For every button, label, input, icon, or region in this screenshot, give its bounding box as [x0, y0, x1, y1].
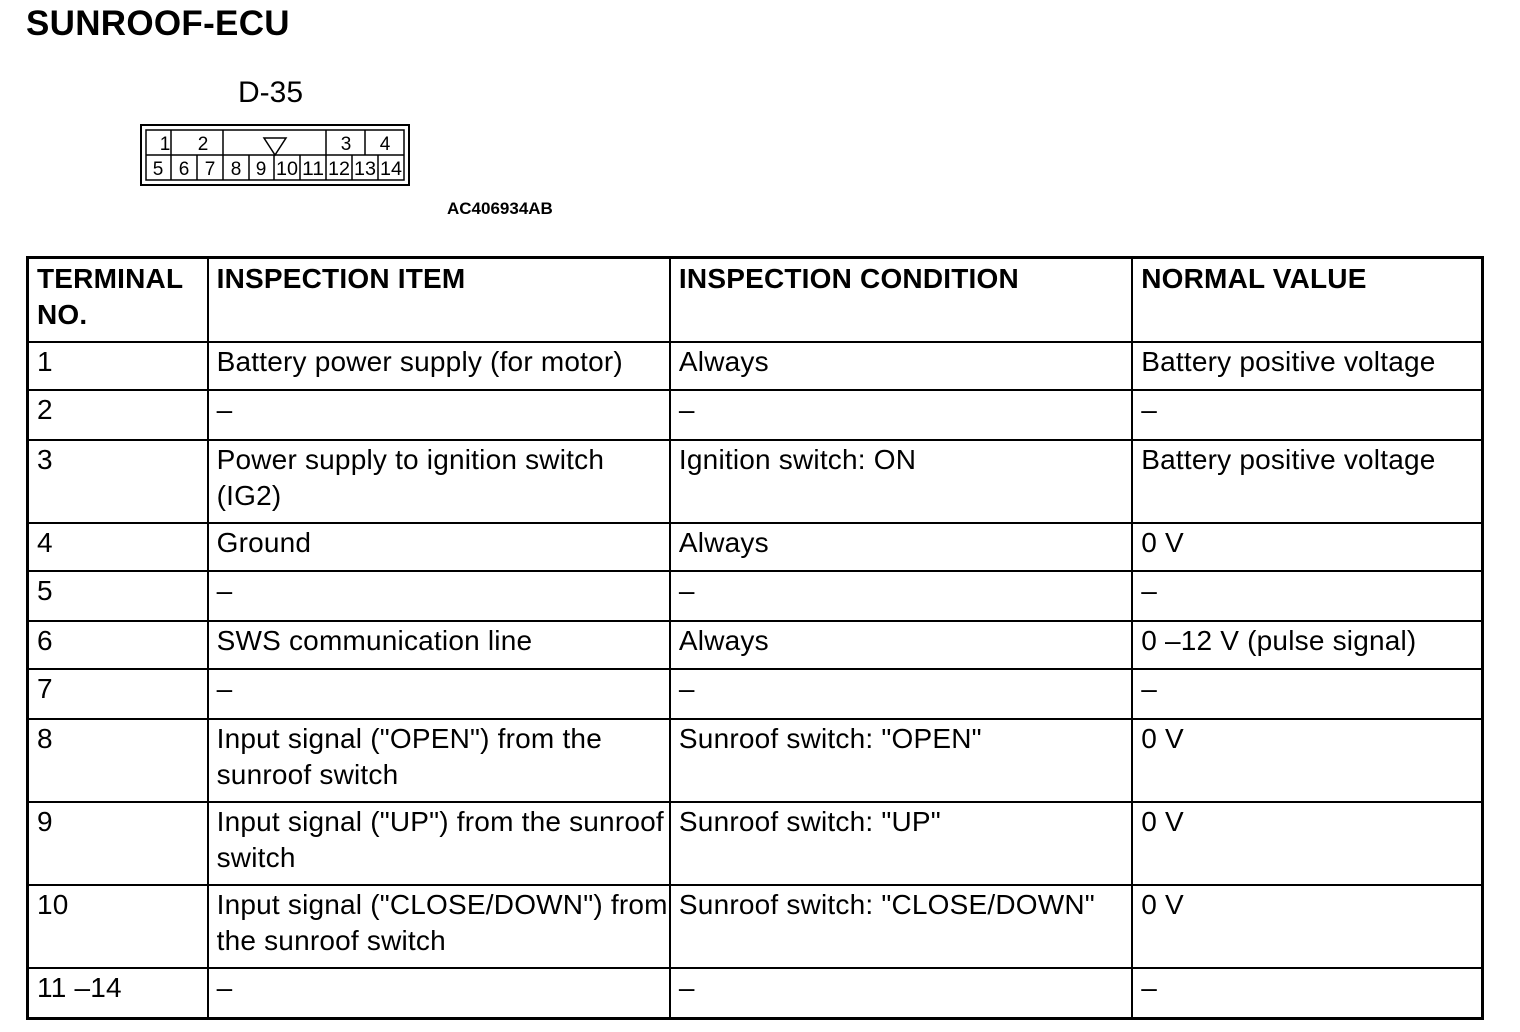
inspection-item-cell: –	[208, 571, 670, 621]
inspection-item-cell: Input signal ("UP") from the sunroof switch	[208, 802, 670, 885]
connector-pin-label: 14	[380, 159, 403, 180]
inspection-condition-cell: –	[670, 669, 1132, 719]
connector-pin-label: 2	[197, 134, 209, 155]
inspection-condition-cell: Ignition switch: ON	[670, 440, 1132, 523]
connector-pin-label: 4	[379, 134, 391, 155]
table-header-row	[28, 258, 1483, 343]
normal-value-cell: Battery positive voltage	[1132, 342, 1482, 390]
normal-value-cell: –	[1132, 571, 1482, 621]
normal-value-cell: 0 V	[1132, 885, 1482, 968]
inspection-condition-cell: Always	[670, 621, 1132, 669]
inspection-item-cell: SWS communication line	[208, 621, 670, 669]
terminal-cell: 10	[28, 885, 208, 968]
header-inspection-condition: INSPECTION CONDITION	[670, 258, 1132, 343]
table-row	[28, 885, 1483, 968]
header-terminal-no: TERMINAL NO.	[28, 258, 208, 343]
normal-value-cell: –	[1132, 390, 1482, 440]
terminal-inspection-table	[26, 256, 1484, 1020]
connector-pin-label: 7	[204, 159, 216, 180]
connector-pin-label: 12	[328, 159, 350, 180]
connector-diagram	[140, 124, 412, 193]
connector-pin-label: 6	[178, 159, 190, 180]
table-row	[28, 440, 1483, 523]
table-row	[28, 621, 1483, 669]
connector-pin-label: 11	[302, 159, 324, 180]
inspection-condition-cell: Always	[670, 523, 1132, 571]
terminal-cell: 9	[28, 802, 208, 885]
inspection-item-cell: Ground	[208, 523, 670, 571]
inspection-item-cell: Battery power supply (for motor)	[208, 342, 670, 390]
inspection-item-cell: Input signal ("CLOSE/DOWN") from the sunroof switch	[208, 885, 670, 968]
connector-pin-label: 5	[152, 159, 164, 180]
terminal-cell: 7	[28, 669, 208, 719]
header-normal-value: NORMAL VALUE	[1132, 258, 1482, 343]
table-row	[28, 571, 1483, 621]
inspection-item-cell: –	[208, 968, 670, 1018]
terminal-cell: 5	[28, 571, 208, 621]
terminal-cell: 4	[28, 523, 208, 571]
figure-code: AC406934AB	[447, 199, 553, 218]
terminal-cell: 6	[28, 621, 208, 669]
inspection-item-cell: Input signal ("OPEN") from the sunroof switch	[208, 719, 670, 802]
inspection-condition-cell: Always	[670, 342, 1132, 390]
normal-value-cell: 0 V	[1132, 719, 1482, 802]
inspection-condition-cell: Sunroof switch: "UP"	[670, 802, 1132, 885]
normal-value-cell: –	[1132, 968, 1482, 1018]
connector-label: D-35	[238, 76, 304, 109]
table-row	[28, 342, 1483, 390]
terminal-cell: 2	[28, 390, 208, 440]
inspection-condition-cell: Sunroof switch: "CLOSE/DOWN"	[670, 885, 1132, 968]
normal-value-cell: 0 V	[1132, 802, 1482, 885]
page-title: SUNROOF-ECU	[26, 4, 290, 43]
normal-value-cell: 0 –12 V (pulse signal)	[1132, 621, 1482, 669]
inspection-item-cell: –	[208, 390, 670, 440]
table-row	[28, 719, 1483, 802]
connector-pin-label: 13	[354, 159, 376, 180]
connector-pin-label: 8	[230, 159, 242, 180]
terminal-cell: 8	[28, 719, 208, 802]
connector-pin-label: 9	[255, 159, 267, 180]
connector-pin-label: 1	[159, 134, 171, 155]
terminal-cell: 11 –14	[28, 968, 208, 1018]
terminal-cell: 1	[28, 342, 208, 390]
inspection-condition-cell: –	[670, 390, 1132, 440]
terminal-cell: 3	[28, 440, 208, 523]
table-row	[28, 523, 1483, 571]
connector-pin-label: 10	[276, 159, 298, 180]
normal-value-cell: –	[1132, 669, 1482, 719]
table-row	[28, 669, 1483, 719]
table-row	[28, 802, 1483, 885]
inspection-condition-cell: –	[670, 571, 1132, 621]
connector-svg	[140, 124, 412, 188]
inspection-item-cell: Power supply to ignition switch (IG2)	[208, 440, 670, 523]
table-row	[28, 390, 1483, 440]
inspection-condition-cell: Sunroof switch: "OPEN"	[670, 719, 1132, 802]
connector-pin-label: 3	[340, 134, 352, 155]
table-row	[28, 968, 1483, 1018]
inspection-item-cell: –	[208, 669, 670, 719]
inspection-condition-cell: –	[670, 968, 1132, 1018]
header-inspection-item: INSPECTION ITEM	[208, 258, 670, 343]
normal-value-cell: Battery positive voltage	[1132, 440, 1482, 523]
normal-value-cell: 0 V	[1132, 523, 1482, 571]
